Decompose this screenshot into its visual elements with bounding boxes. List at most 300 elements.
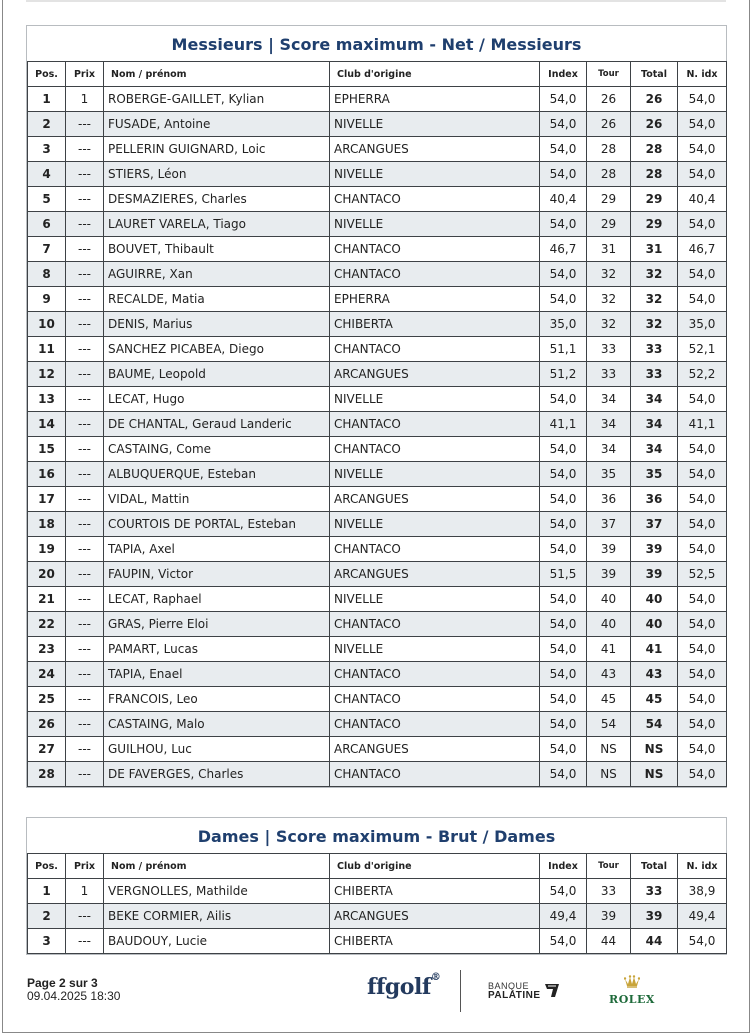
col-header-name: Nom / prénom — [104, 854, 330, 879]
col-header-name: Nom / prénom — [104, 62, 330, 87]
dames-title: Dames | Score maximum - Brut / Dames — [197, 827, 556, 846]
cell-club: CHANTACO — [330, 662, 540, 687]
cell-total: 37 — [631, 512, 678, 537]
cell-nidx: 54,0 — [678, 437, 727, 462]
cell-nidx: 54,0 — [678, 512, 727, 537]
cell-pos: 3 — [28, 929, 66, 954]
col-header-index: Index — [540, 62, 587, 87]
cell-tour: 26 — [587, 87, 631, 112]
cell-club: EPHERRA — [330, 287, 540, 312]
table-header-row — [28, 62, 727, 87]
cell-prix: --- — [66, 412, 104, 437]
table-row — [28, 362, 727, 387]
table-row — [28, 762, 727, 787]
cell-name: BEKE CORMIER, Ailis — [104, 904, 330, 929]
table-row — [28, 537, 727, 562]
cell-nidx: 54,0 — [678, 212, 727, 237]
cell-nidx: 54,0 — [678, 612, 727, 637]
cell-total: 45 — [631, 687, 678, 712]
cell-prix: --- — [66, 187, 104, 212]
cell-nidx: 54,0 — [678, 762, 727, 787]
cell-nidx: 54,0 — [678, 262, 727, 287]
palatine-mark-icon — [543, 981, 561, 999]
cell-total: 36 — [631, 487, 678, 512]
cell-prix: --- — [66, 512, 104, 537]
cell-prix: --- — [66, 904, 104, 929]
cell-index: 54,0 — [540, 287, 587, 312]
cell-prix: --- — [66, 162, 104, 187]
crown-icon — [624, 975, 640, 988]
cell-name: BOUVET, Thibault — [104, 237, 330, 262]
col-header-tour: Tour — [587, 854, 631, 879]
table-row — [28, 337, 727, 362]
col-header-tour: Tour — [587, 62, 631, 87]
table-row — [28, 587, 727, 612]
cell-index: 54,0 — [540, 737, 587, 762]
page-number: Page 2 sur 3 — [27, 976, 98, 990]
cell-club: ARCANGUES — [330, 487, 540, 512]
cell-index: 54,0 — [540, 612, 587, 637]
cell-nidx: 54,0 — [678, 87, 727, 112]
cell-pos: 21 — [28, 587, 66, 612]
cell-total: 29 — [631, 212, 678, 237]
cell-tour: 45 — [587, 687, 631, 712]
cell-index: 54,0 — [540, 262, 587, 287]
rolex-logo — [604, 975, 660, 1006]
table-header-row — [28, 854, 727, 879]
cell-total: 34 — [631, 387, 678, 412]
cell-index: 54,0 — [540, 587, 587, 612]
cell-name: DENIS, Marius — [104, 312, 330, 337]
col-header-club: Club d'origine — [330, 62, 540, 87]
cell-index: 54,0 — [540, 462, 587, 487]
cell-club: CHANTACO — [330, 337, 540, 362]
cell-name: ALBUQUERQUE, Esteban — [104, 462, 330, 487]
cell-pos: 24 — [28, 662, 66, 687]
cell-prix: --- — [66, 737, 104, 762]
table-row — [28, 212, 727, 237]
cell-club: NIVELLE — [330, 512, 540, 537]
cell-tour: 40 — [587, 587, 631, 612]
cell-name: STIERS, Léon — [104, 162, 330, 187]
table-row — [28, 112, 727, 137]
cell-total: 33 — [631, 362, 678, 387]
cell-name: TAPIA, Axel — [104, 537, 330, 562]
table-row — [28, 712, 727, 737]
cell-total: 40 — [631, 587, 678, 612]
table-row — [28, 412, 727, 437]
cell-nidx: 54,0 — [678, 637, 727, 662]
cell-prix: --- — [66, 312, 104, 337]
cell-prix: 1 — [66, 87, 104, 112]
cell-pos: 5 — [28, 187, 66, 212]
col-header-prix: Prix — [66, 62, 104, 87]
cell-pos: 9 — [28, 287, 66, 312]
cell-index: 54,0 — [540, 137, 587, 162]
cell-prix: --- — [66, 929, 104, 954]
cell-pos: 23 — [28, 637, 66, 662]
cell-prix: --- — [66, 487, 104, 512]
cell-name: LECAT, Raphael — [104, 587, 330, 612]
table-row — [28, 562, 727, 587]
col-header-total: Total — [631, 854, 678, 879]
table-row — [28, 462, 727, 487]
cell-pos: 15 — [28, 437, 66, 462]
cell-prix: --- — [66, 687, 104, 712]
cell-pos: 14 — [28, 412, 66, 437]
cell-pos: 16 — [28, 462, 66, 487]
cell-prix: --- — [66, 262, 104, 287]
cell-club: CHANTACO — [330, 262, 540, 287]
cell-total: 39 — [631, 904, 678, 929]
col-header-total: Total — [631, 62, 678, 87]
cell-prix: --- — [66, 562, 104, 587]
cell-nidx: 54,0 — [678, 537, 727, 562]
cell-pos: 7 — [28, 237, 66, 262]
cell-name: DESMAZIERES, Charles — [104, 187, 330, 212]
cell-tour: 36 — [587, 487, 631, 512]
cell-pos: 8 — [28, 262, 66, 287]
cell-index: 35,0 — [540, 312, 587, 337]
table-row — [28, 262, 727, 287]
cell-club: ARCANGUES — [330, 904, 540, 929]
cell-nidx: 54,0 — [678, 712, 727, 737]
cell-club: CHANTACO — [330, 762, 540, 787]
cell-nidx: 54,0 — [678, 287, 727, 312]
cell-name: DE FAVERGES, Charles — [104, 762, 330, 787]
cell-nidx: 41,1 — [678, 412, 727, 437]
top-divider — [26, 0, 726, 2]
col-header-pos: Pos. — [28, 854, 66, 879]
cell-total: 39 — [631, 562, 678, 587]
cell-tour: NS — [587, 762, 631, 787]
cell-nidx: 54,0 — [678, 112, 727, 137]
dames-section — [26, 817, 727, 955]
cell-total: 28 — [631, 137, 678, 162]
cell-index: 54,0 — [540, 929, 587, 954]
cell-tour: 34 — [587, 412, 631, 437]
cell-tour: 32 — [587, 262, 631, 287]
cell-index: 49,4 — [540, 904, 587, 929]
cell-total: 32 — [631, 312, 678, 337]
banque-palatine-line2: PALATINE — [488, 990, 541, 1001]
ffgolf-logo — [367, 974, 440, 1000]
cell-total: 33 — [631, 337, 678, 362]
cell-pos: 22 — [28, 612, 66, 637]
cell-tour: 33 — [587, 879, 631, 904]
messieurs-section — [26, 25, 727, 788]
cell-total: 26 — [631, 112, 678, 137]
col-header-nidx: N. idx — [678, 62, 727, 87]
table-row — [28, 487, 727, 512]
cell-nidx: 54,0 — [678, 162, 727, 187]
cell-club: CHIBERTA — [330, 312, 540, 337]
cell-club: ARCANGUES — [330, 137, 540, 162]
cell-tour: 33 — [587, 362, 631, 387]
cell-tour: 40 — [587, 612, 631, 637]
cell-pos: 3 — [28, 137, 66, 162]
cell-total: 32 — [631, 262, 678, 287]
table-row — [28, 737, 727, 762]
cell-name: PAMART, Lucas — [104, 637, 330, 662]
table-row — [28, 437, 727, 462]
cell-name: CASTAING, Malo — [104, 712, 330, 737]
cell-name: TAPIA, Enael — [104, 662, 330, 687]
cell-prix: --- — [66, 437, 104, 462]
cell-pos: 18 — [28, 512, 66, 537]
cell-prix: --- — [66, 362, 104, 387]
col-header-nidx: N. idx — [678, 854, 727, 879]
cell-index: 54,0 — [540, 762, 587, 787]
cell-name: DE CHANTAL, Geraud Landeric — [104, 412, 330, 437]
cell-prix: --- — [66, 637, 104, 662]
cell-total: 34 — [631, 437, 678, 462]
cell-name: GRAS, Pierre Eloi — [104, 612, 330, 637]
cell-name: FUSADE, Antoine — [104, 112, 330, 137]
cell-name: PELLERIN GUIGNARD, Loic — [104, 137, 330, 162]
cell-tour: NS — [587, 737, 631, 762]
cell-name: ROBERGE-GAILLET, Kylian — [104, 87, 330, 112]
cell-nidx: 35,0 — [678, 312, 727, 337]
cell-total: 28 — [631, 162, 678, 187]
table-row — [28, 687, 727, 712]
messieurs-table — [27, 61, 727, 787]
banque-palatine-line1: BANQUE — [488, 981, 530, 991]
cell-tour: 37 — [587, 512, 631, 537]
cell-index: 51,2 — [540, 362, 587, 387]
cell-club: CHANTACO — [330, 537, 540, 562]
cell-index: 41,1 — [540, 412, 587, 437]
cell-name: FRANCOIS, Leo — [104, 687, 330, 712]
cell-total: 26 — [631, 87, 678, 112]
cell-total: 32 — [631, 287, 678, 312]
cell-tour: 29 — [587, 187, 631, 212]
cell-pos: 1 — [28, 87, 66, 112]
messieurs-title: Messieurs | Score maximum - Net / Messieurs — [171, 35, 582, 54]
cell-club: ARCANGUES — [330, 362, 540, 387]
cell-tour: 54 — [587, 712, 631, 737]
cell-nidx: 54,0 — [678, 487, 727, 512]
cell-total: NS — [631, 737, 678, 762]
cell-prix: --- — [66, 612, 104, 637]
cell-tour: 34 — [587, 437, 631, 462]
cell-club: CHANTACO — [330, 612, 540, 637]
footer-page-info — [27, 977, 120, 1003]
cell-prix: --- — [66, 112, 104, 137]
cell-club: CHANTACO — [330, 187, 540, 212]
cell-prix: --- — [66, 212, 104, 237]
cell-pos: 4 — [28, 162, 66, 187]
print-datetime: 09.04.2025 18:30 — [27, 989, 121, 1003]
table-row — [28, 137, 727, 162]
cell-index: 51,1 — [540, 337, 587, 362]
cell-nidx: 54,0 — [678, 137, 727, 162]
cell-club: CHANTACO — [330, 412, 540, 437]
cell-tour: 26 — [587, 112, 631, 137]
cell-club: CHIBERTA — [330, 879, 540, 904]
cell-index: 54,0 — [540, 512, 587, 537]
cell-total: 31 — [631, 237, 678, 262]
cell-total: 54 — [631, 712, 678, 737]
table-row — [28, 879, 727, 904]
cell-nidx: 54,0 — [678, 929, 727, 954]
table-row — [28, 929, 727, 954]
cell-total: 41 — [631, 637, 678, 662]
cell-index: 54,0 — [540, 212, 587, 237]
cell-pos: 12 — [28, 362, 66, 387]
cell-club: ARCANGUES — [330, 562, 540, 587]
cell-nidx: 54,0 — [678, 587, 727, 612]
cell-tour: 34 — [587, 387, 631, 412]
table-row — [28, 904, 727, 929]
cell-prix: --- — [66, 287, 104, 312]
cell-index: 54,0 — [540, 437, 587, 462]
ffgolf-logo-text: ffgolf — [367, 974, 431, 1000]
cell-name: BAUDOUY, Lucie — [104, 929, 330, 954]
cell-total: 35 — [631, 462, 678, 487]
cell-name: AGUIRRE, Xan — [104, 262, 330, 287]
cell-name: CASTAING, Come — [104, 437, 330, 462]
col-header-club: Club d'origine — [330, 854, 540, 879]
cell-index: 54,0 — [540, 637, 587, 662]
cell-pos: 6 — [28, 212, 66, 237]
table-row — [28, 287, 727, 312]
cell-pos: 10 — [28, 312, 66, 337]
cell-index: 54,0 — [540, 879, 587, 904]
cell-pos: 2 — [28, 904, 66, 929]
cell-tour: 32 — [587, 312, 631, 337]
cell-pos: 13 — [28, 387, 66, 412]
cell-tour: 31 — [587, 237, 631, 262]
cell-index: 54,0 — [540, 662, 587, 687]
cell-nidx: 49,4 — [678, 904, 727, 929]
banque-palatine-logo — [488, 982, 541, 1001]
cell-index: 51,5 — [540, 562, 587, 587]
cell-pos: 2 — [28, 112, 66, 137]
cell-tour: 39 — [587, 904, 631, 929]
cell-club: ARCANGUES — [330, 737, 540, 762]
cell-prix: --- — [66, 587, 104, 612]
table-row — [28, 87, 727, 112]
cell-name: FAUPIN, Victor — [104, 562, 330, 587]
cell-total: 39 — [631, 537, 678, 562]
table-row — [28, 662, 727, 687]
cell-nidx: 54,0 — [678, 687, 727, 712]
cell-club: NIVELLE — [330, 637, 540, 662]
cell-tour: 35 — [587, 462, 631, 487]
cell-club: CHIBERTA — [330, 929, 540, 954]
rolex-text: ROLEX — [609, 993, 655, 1006]
cell-name: COURTOIS DE PORTAL, Esteban — [104, 512, 330, 537]
cell-nidx: 38,9 — [678, 879, 727, 904]
cell-club: NIVELLE — [330, 112, 540, 137]
cell-nidx: 52,5 — [678, 562, 727, 587]
cell-tour: 44 — [587, 929, 631, 954]
cell-pos: 20 — [28, 562, 66, 587]
cell-pos: 17 — [28, 487, 66, 512]
cell-club: CHANTACO — [330, 437, 540, 462]
table-row — [28, 187, 727, 212]
cell-nidx: 52,1 — [678, 337, 727, 362]
cell-prix: --- — [66, 462, 104, 487]
cell-name: BAUME, Leopold — [104, 362, 330, 387]
cell-tour: 43 — [587, 662, 631, 687]
cell-index: 54,0 — [540, 87, 587, 112]
cell-total: 34 — [631, 412, 678, 437]
cell-total: 40 — [631, 612, 678, 637]
dames-table — [27, 853, 727, 954]
cell-tour: 28 — [587, 162, 631, 187]
cell-name: GUILHOU, Luc — [104, 737, 330, 762]
cell-tour: 41 — [587, 637, 631, 662]
cell-club: NIVELLE — [330, 462, 540, 487]
cell-tour: 39 — [587, 537, 631, 562]
registered-mark: ® — [430, 972, 441, 983]
cell-total: 29 — [631, 187, 678, 212]
col-header-index: Index — [540, 854, 587, 879]
cell-name: VIDAL, Mattin — [104, 487, 330, 512]
cell-prix: --- — [66, 662, 104, 687]
cell-prix: --- — [66, 137, 104, 162]
table-row — [28, 512, 727, 537]
cell-club: CHANTACO — [330, 712, 540, 737]
cell-nidx: 54,0 — [678, 462, 727, 487]
table-row — [28, 637, 727, 662]
cell-prix: --- — [66, 762, 104, 787]
cell-nidx: 54,0 — [678, 737, 727, 762]
table-row — [28, 237, 727, 262]
cell-pos: 25 — [28, 687, 66, 712]
cell-tour: 29 — [587, 212, 631, 237]
cell-prix: --- — [66, 237, 104, 262]
cell-index: 54,0 — [540, 112, 587, 137]
cell-nidx: 54,0 — [678, 387, 727, 412]
cell-nidx: 40,4 — [678, 187, 727, 212]
cell-name: SANCHEZ PICABEA, Diego — [104, 337, 330, 362]
cell-club: NIVELLE — [330, 587, 540, 612]
cell-pos: 19 — [28, 537, 66, 562]
cell-index: 54,0 — [540, 712, 587, 737]
cell-tour: 32 — [587, 287, 631, 312]
cell-name: RECALDE, Matia — [104, 287, 330, 312]
table-row — [28, 162, 727, 187]
cell-index: 54,0 — [540, 537, 587, 562]
cell-total: NS — [631, 762, 678, 787]
cell-club: EPHERRA — [330, 87, 540, 112]
cell-pos: 27 — [28, 737, 66, 762]
cell-index: 54,0 — [540, 687, 587, 712]
cell-index: 54,0 — [540, 487, 587, 512]
cell-tour: 33 — [587, 337, 631, 362]
cell-index: 40,4 — [540, 187, 587, 212]
col-header-prix: Prix — [66, 854, 104, 879]
cell-name: LAURET VARELA, Tiago — [104, 212, 330, 237]
cell-nidx: 54,0 — [678, 662, 727, 687]
cell-club: NIVELLE — [330, 212, 540, 237]
cell-club: NIVELLE — [330, 387, 540, 412]
table-row — [28, 312, 727, 337]
cell-prix: 1 — [66, 879, 104, 904]
cell-total: 43 — [631, 662, 678, 687]
cell-tour: 39 — [587, 562, 631, 587]
cell-total: 33 — [631, 879, 678, 904]
cell-total: 44 — [631, 929, 678, 954]
table-row — [28, 612, 727, 637]
table-row — [28, 387, 727, 412]
cell-pos: 11 — [28, 337, 66, 362]
col-header-pos: Pos. — [28, 62, 66, 87]
cell-prix: --- — [66, 387, 104, 412]
